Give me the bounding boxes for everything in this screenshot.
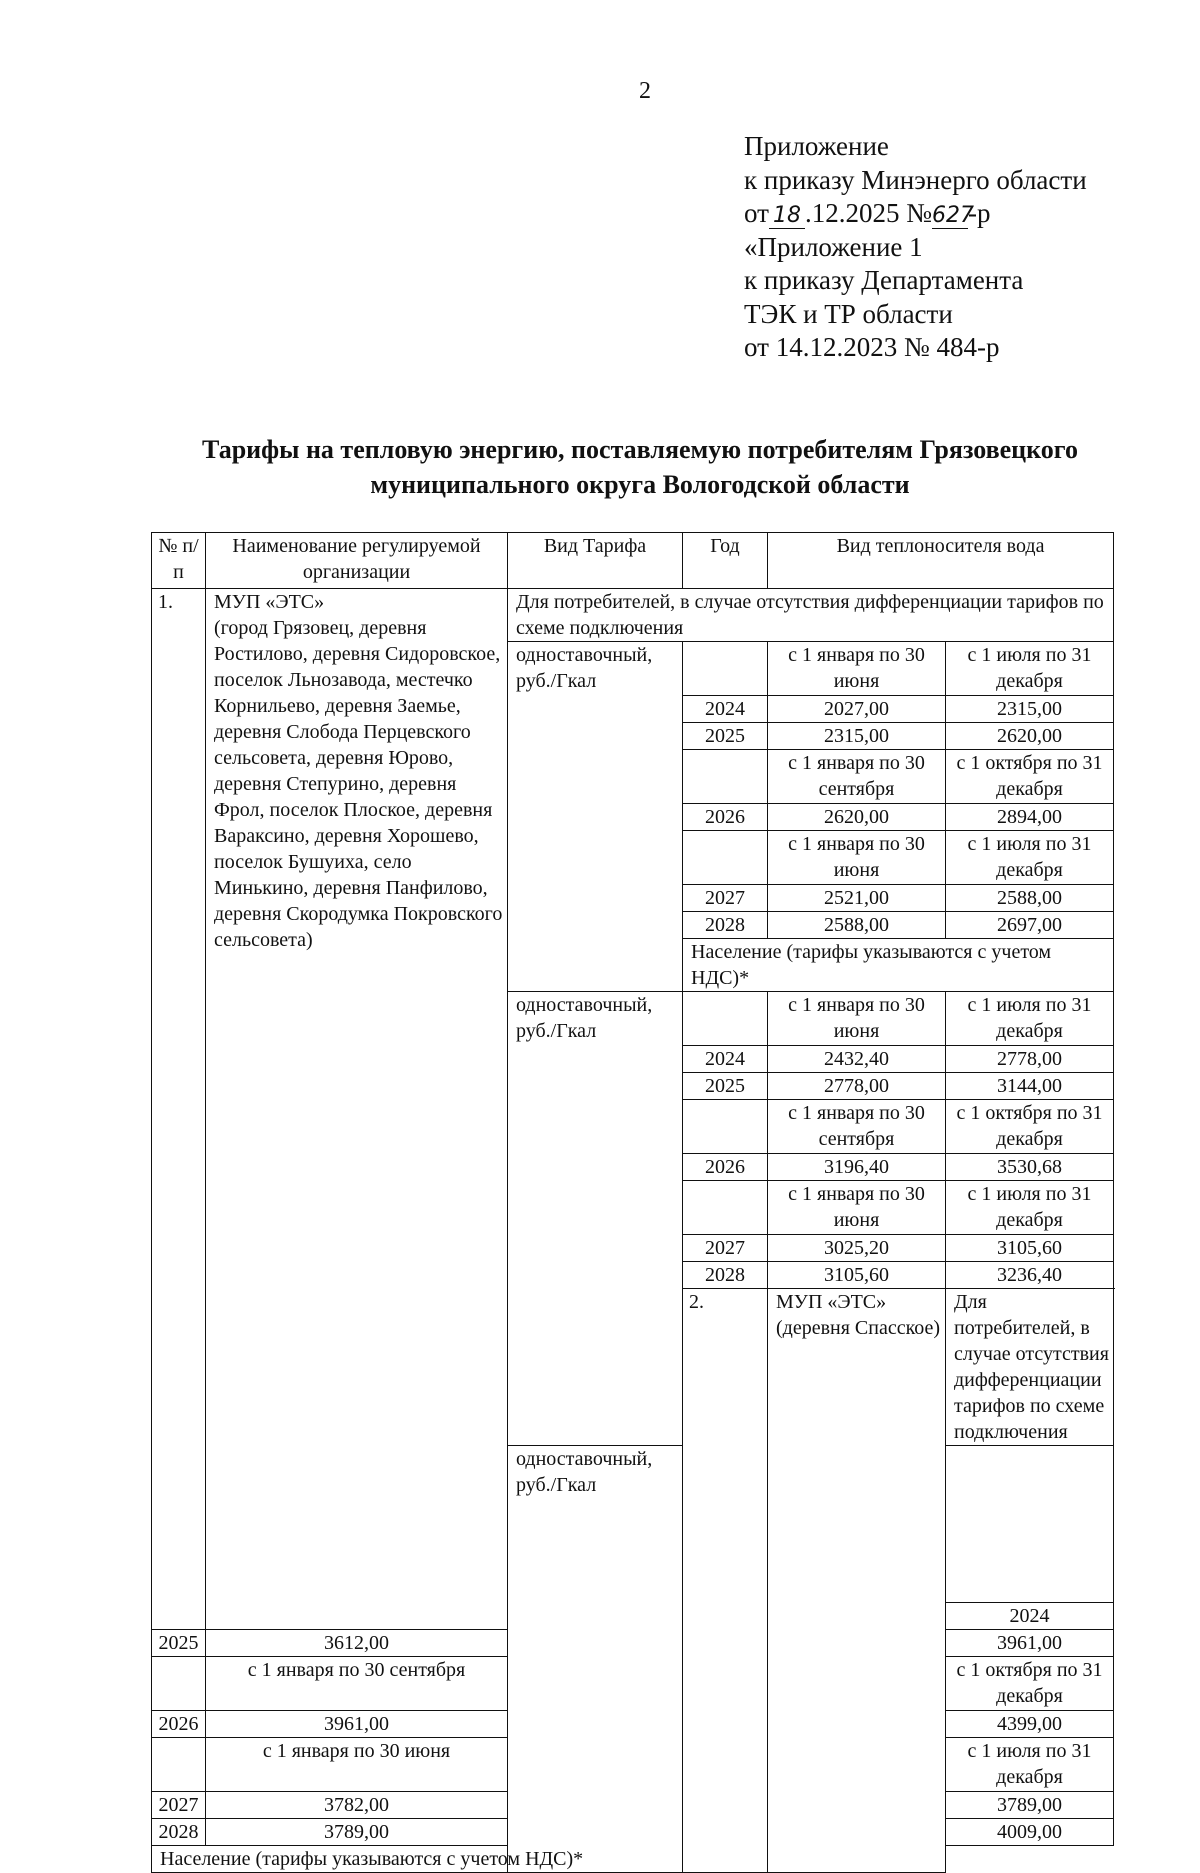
tariff-type: одноставочный, руб./Гкал (508, 1446, 683, 1873)
year-cell: 2028 (683, 1262, 768, 1289)
value-cell: 3025,20 (768, 1235, 946, 1262)
year-cell: 2027 (683, 1235, 768, 1262)
value-cell: 3196,40 (768, 1154, 946, 1181)
section-consumers: Для потребителей, в случае отсутствия дифференциации тарифов по схеме подключения (508, 589, 1114, 642)
document-title (140, 432, 1140, 502)
value-cell: 4009,00 (946, 1819, 1114, 1846)
period-cell: с 1 октября по 31 декабря (946, 1657, 1114, 1711)
section-population: Население (тарифы указываются с учетом НДС)* (683, 939, 1114, 992)
period-cell: с 1 июля по 31 декабря (946, 831, 1114, 885)
value-cell: 2315,00 (768, 723, 946, 750)
period-cell: с 1 января по 30 июня (768, 642, 946, 696)
appendix-header (744, 130, 1087, 365)
period-cell: с 1 января по 30 июня (768, 992, 946, 1046)
appendix-order-line (744, 197, 1087, 231)
period-cell: с 1 июля по 31 декабря (946, 642, 1114, 696)
value-cell: 2697,00 (946, 912, 1114, 939)
period-cell: с 1 января по 30 сентября (768, 750, 946, 804)
empty-year-cell (683, 992, 768, 1046)
value-cell: 2778,00 (946, 1046, 1114, 1073)
appendix-line: к приказу Департамента (744, 265, 1024, 295)
org2-name: МУП «ЭТС» (776, 1291, 887, 1313)
tariff-type: одноставочный, руб./Гкал (508, 992, 683, 1446)
period-cell: с 1 июля по 31 декабря (946, 1181, 1114, 1235)
appendix-line: от 14.12.2023 № 484-р (744, 332, 1000, 362)
page-number: 2 (639, 78, 651, 104)
appendix-line: Приложение (744, 131, 889, 161)
empty-year-cell (683, 1100, 768, 1154)
empty-year-cell (683, 750, 768, 804)
value-cell: 2027,00 (768, 696, 946, 723)
value-cell: 2620,00 (768, 804, 946, 831)
year-cell: 2025 (683, 1073, 768, 1100)
org1-name: МУП «ЭТС» (214, 591, 325, 613)
org2-num: 2. (683, 1289, 768, 1873)
handwritten-day: 18 (769, 204, 805, 229)
value-cell: 3782,00 (206, 1792, 508, 1819)
year-cell: 2026 (152, 1711, 206, 1738)
year-cell: 2027 (152, 1792, 206, 1819)
section-consumers: Для потребителей, в случае отсутствия дифференциации тарифов по схеме подключения (946, 1289, 1114, 1446)
org1-num: 1. (152, 589, 206, 1630)
year-cell: 2027 (683, 885, 768, 912)
appendix-from: от (744, 198, 769, 228)
value-cell: 2778,00 (768, 1073, 946, 1100)
value-cell: 3961,00 (946, 1630, 1114, 1657)
empty-year-cell (683, 1181, 768, 1235)
appendix-date: .12.2025 № (804, 198, 932, 228)
title-line: Тарифы на тепловую энергию, поставляемую потребителям Грязовецкого (202, 435, 1078, 464)
year-cell: 2026 (683, 804, 768, 831)
org1-settlements: (город Грязовец, деревня Ростилово, деревня Сидоровское, поселок Льнозавода, местечко Корнильево, деревня Заемье, деревня Слобода Перцевского сельсовета, деревня Юрово, деревня Степурино, деревня Фрол, поселок Плоское, деревня Вараксино, деревня Хорошево, поселок Бушуиха, село Минькино, деревня Панфилово, деревня Скородумка Покровского сельсовета) (214, 617, 503, 951)
value-cell: 3789,00 (946, 1792, 1114, 1819)
tariff-table (151, 532, 1114, 1873)
table-row (152, 589, 1114, 642)
table-header-row (152, 533, 1114, 589)
period-cell: с 1 января по 30 июня (768, 1181, 946, 1235)
value-cell: 2588,00 (768, 912, 946, 939)
tariff-type: одноставочный, руб./Гкал (508, 642, 683, 992)
year-cell: 2024 (683, 696, 768, 723)
appendix-suffix: -р (967, 198, 991, 228)
year-cell: 2024 (946, 1603, 1114, 1630)
appendix-line: к приказу Минэнерго области (744, 164, 1087, 195)
empty-year-cell (152, 1738, 206, 1792)
value-cell: 3530,68 (946, 1154, 1114, 1181)
appendix-line: «Приложение 1 (744, 231, 923, 262)
header-type: Вид Тарифа (508, 533, 683, 589)
year-cell: 2025 (683, 723, 768, 750)
period-cell: с 1 января по 30 июня (768, 831, 946, 885)
empty-year-cell (683, 642, 768, 696)
header-carrier: Вид теплоносителя вода (768, 533, 1114, 589)
value-cell: 3105,60 (768, 1262, 946, 1289)
value-cell: 2620,00 (946, 723, 1114, 750)
period-cell: с 1 октября по 31 декабря (946, 750, 1114, 804)
header-num: № п/п (152, 533, 206, 589)
value-cell: 3789,00 (206, 1819, 508, 1846)
org1-cell (206, 589, 508, 1630)
header-org: Наименование регулируемой организации (206, 533, 508, 589)
value-cell: 3236,40 (946, 1262, 1114, 1289)
value-cell: 2315,00 (946, 696, 1114, 723)
table-row (152, 1846, 1114, 1873)
section-population: Население (тарифы указываются с учетом НДС)* (152, 1846, 768, 1873)
year-cell: 2028 (683, 912, 768, 939)
value-cell: 3612,00 (206, 1630, 508, 1657)
empty-year-cell (683, 831, 768, 885)
empty-year-cell (152, 1657, 206, 1711)
header-year: Год (683, 533, 768, 589)
period-cell: с 1 октября по 31 декабря (946, 1100, 1114, 1154)
empty-year-cell (946, 1446, 1114, 1603)
title-line: муниципального округа Вологодской области (370, 470, 910, 499)
period-cell: с 1 января по 30 сентября (206, 1657, 508, 1711)
value-cell: 3961,00 (206, 1711, 508, 1738)
period-cell: с 1 января по 30 сентября (768, 1100, 946, 1154)
value-cell: 3105,60 (946, 1235, 1114, 1262)
value-cell: 2588,00 (946, 885, 1114, 912)
appendix-line: ТЭК и ТР области (744, 298, 953, 329)
period-cell: с 1 января по 30 июня (206, 1738, 508, 1792)
value-cell: 2432,40 (768, 1046, 946, 1073)
year-cell: 2025 (152, 1630, 206, 1657)
value-cell: 3144,00 (946, 1073, 1114, 1100)
year-cell: 2028 (152, 1819, 206, 1846)
value-cell: 2894,00 (946, 804, 1114, 831)
org2-settlements: (деревня Спасское) (776, 1317, 941, 1339)
handwritten-order-number: 627 (931, 203, 974, 228)
org2-cell (768, 1289, 946, 1873)
period-cell: с 1 июля по 31 декабря (946, 992, 1114, 1046)
value-cell: 4399,00 (946, 1711, 1114, 1738)
year-cell: 2026 (683, 1154, 768, 1181)
year-cell: 2024 (683, 1046, 768, 1073)
period-cell: с 1 июля по 31 декабря (946, 1738, 1114, 1792)
value-cell: 2521,00 (768, 885, 946, 912)
